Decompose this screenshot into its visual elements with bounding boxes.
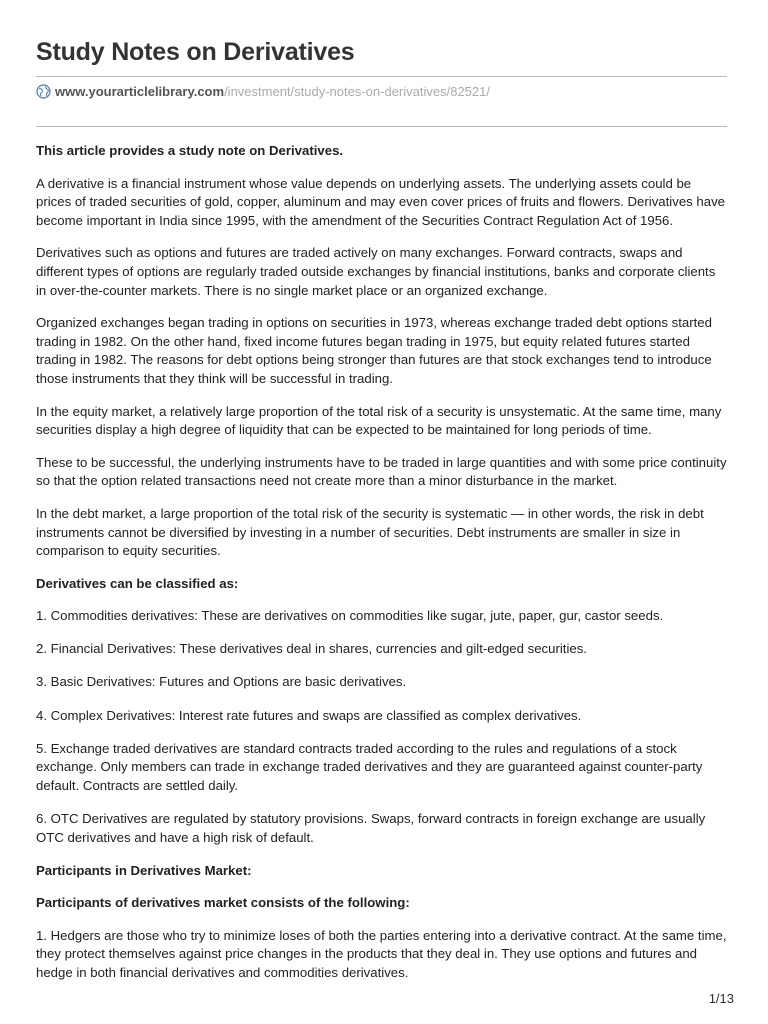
article-body [36, 142, 728, 997]
paragraph: Derivatives such as options and futures are traded actively on many exchanges. Forward contracts, swaps and different types of options are regularly traded outside exchanges by financial institutions, banks and corporate clients in over-the-counter markets. There is no single market place or an organized exchange. [36, 245, 716, 298]
paragraph: A derivative is a financial instrument whose value depends on underlying assets. The underlying assets could be prices of traded securities of gold, copper, aluminum and may even cover prices of fruits and flowers. Derivatives have become important in India since 1995, with the amendment of the Securities Contract Regulation Act of 1956. [36, 175, 726, 228]
list-item: 2. Financial Derivatives: These derivatives deal in shares, currencies and gilt-edged securities. [36, 641, 587, 657]
classified-heading: Derivatives can be classified as: [36, 575, 239, 591]
page-number: 1/13 [708, 991, 734, 1006]
list-item: 5. Exchange traded derivatives are standard contracts traded according to the rules and regulations of a stock exchange. Only members can trade in exchange traded derivatives and they are guaranteed against counter-party default. Contracts are settled daily. [36, 740, 703, 793]
list-item: 1. Commodities derivatives: These are derivatives on commodities like sugar, jute, paper, gur, castor seeds. [36, 608, 664, 624]
title-divider [36, 76, 727, 77]
source-url-path[interactable]: /investment/study-notes-on-derivatives/82521/ [224, 84, 490, 99]
article-intro: This article provides a study note on Derivatives. [36, 143, 344, 158]
participants-subheading: Participants of derivatives market consists of the following: [36, 895, 410, 911]
paragraph: These to be successful, the underlying instruments have to be traded in large quantities and with some price continuity so that the option related transactions need not create more than a minor disturbance in the market. [36, 454, 727, 489]
list-item: 3. Basic Derivatives: Futures and Options are basic derivatives. [36, 674, 407, 690]
participants-heading: Participants in Derivatives Market: [36, 862, 252, 878]
paragraph: In the debt market, a large proportion of the total risk of the security is systematic — in other words, the risk in debt instruments cannot be diversified by investing in a number of securities. Debt instruments are smaller in size in comparison to equity securities. [36, 505, 704, 559]
paragraph: In the equity market, a relatively large proportion of the total risk of a security is unsystematic. At the same time, many securities display a high degree of liquidity that can be expected to be maintained for long periods of time. [36, 403, 722, 438]
source-url[interactable] [36, 84, 490, 99]
globe-icon [36, 84, 51, 99]
list-item: 4. Complex Derivatives: Interest rate futures and swaps are classified as complex derivatives. [36, 707, 582, 723]
source-url-host[interactable]: www.yourarticlelibrary.com [55, 84, 225, 99]
list-item: 1. Hedgers are those who try to minimize loses of both the parties entering into a derivative contract. At the same time, they protect themselves against price changes in the products that they deal in. They use options and futures and hedge in both financial derivatives and commodities derivatives. [36, 927, 727, 980]
page-title: Study Notes on Derivatives [36, 38, 355, 66]
list-item: 6. OTC Derivatives are regulated by statutory provisions. Swaps, forward contracts in foreign exchange are usually OTC derivatives and have a high risk of default. [36, 810, 706, 845]
paragraph: Organized exchanges began trading in options on securities in 1973, whereas exchange traded debt options started trading in 1982. On the other hand, fixed income futures began trading in 1975, but equity related futures started trading in 1982. The reasons for debt options being stronger than futures are that stock exchanges tend to introduce those instruments that they think will be successful in trading. [36, 315, 712, 386]
url-divider [36, 126, 727, 127]
